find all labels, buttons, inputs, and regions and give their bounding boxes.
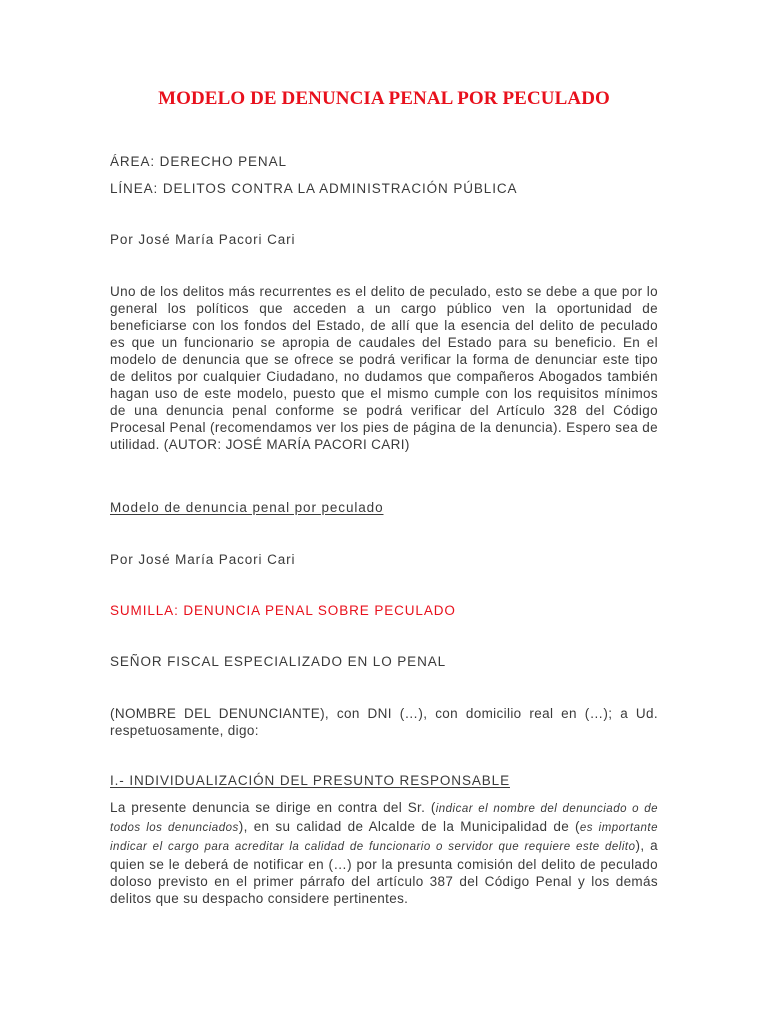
subtitle-link[interactable]: Modelo de denuncia penal por peculado [110,500,384,515]
section-body-italic-1: indicar el nombre del denunciado o de todos los denunciados [110,803,659,834]
section-heading: I.- INDIVIDUALIZACIÓN DEL PRESUNTO RESPONSABLE [110,773,510,788]
section-body-text-3: ), a quien se le deberá de notificar en (…) por la presunta comisión del delito de peculado doloso previsto en el primer párrafo del artículo 387 del Código Penal y los demás delitos que su despacho considere pertinentes. [110,838,658,906]
sumilla-line: SUMILLA: DENUNCIA PENAL SOBRE PECULADO [110,603,456,618]
complainant-paragraph: (NOMBRE DEL DENUNCIANTE), con DNI (…), con domicilio real en (…); a Ud. respetuosamente, digo: [110,706,658,738]
intro-paragraph: Uno de los delitos más recurrentes es el delito de peculado, esto se debe a que por lo general los políticos que acceden a un cargo público ven la oportunidad de beneficiarse con los fondos del Estado, de allí que la esencia del delito de peculado es que un funcionario se apropia de caudales del Estado para su beneficio. En el modelo de denuncia que se ofrece se podrá verificar la forma de denunciar este tipo de delitos por cualquier Ciudadano, no dudamos que compañeros Abogados también hagan uso de este modelo, puesto que el mismo cumple con los requisitos mínimos de una denuncia penal conforme se podrá verificar del Artículo 328 del Código Procesal Penal (recomendamos ver los pies de página de la denuncia). Espero sea de utilidad. (AUTOR: JOSÉ MARÍA PACORI CARI) [110,284,658,452]
linea-line: LÍNEA: DELITOS CONTRA LA ADMINISTRACIÓN PÚBLICA [110,181,518,196]
author-line-2: Por José María Pacori Cari [110,552,296,567]
section-body-text-1: La presente denuncia se dirige en contra del Sr. ( [110,800,436,815]
author-line: Por José María Pacori Cari [110,232,296,247]
document-title: MODELO DE DENUNCIA PENAL POR PECULADO [158,88,610,109]
section-body-text-2: ), en su calidad de Alcalde de la Municipalidad de ( [238,819,580,834]
area-line: ÁREA: DERECHO PENAL [110,154,287,169]
addressee-line: SEÑOR FISCAL ESPECIALIZADO EN LO PENAL [110,654,447,669]
section-body [110,799,658,907]
section-body-italic-2: es importante indicar el cargo para acreditar la calidad de funcionario o servidor que requiere este delito [110,822,658,853]
